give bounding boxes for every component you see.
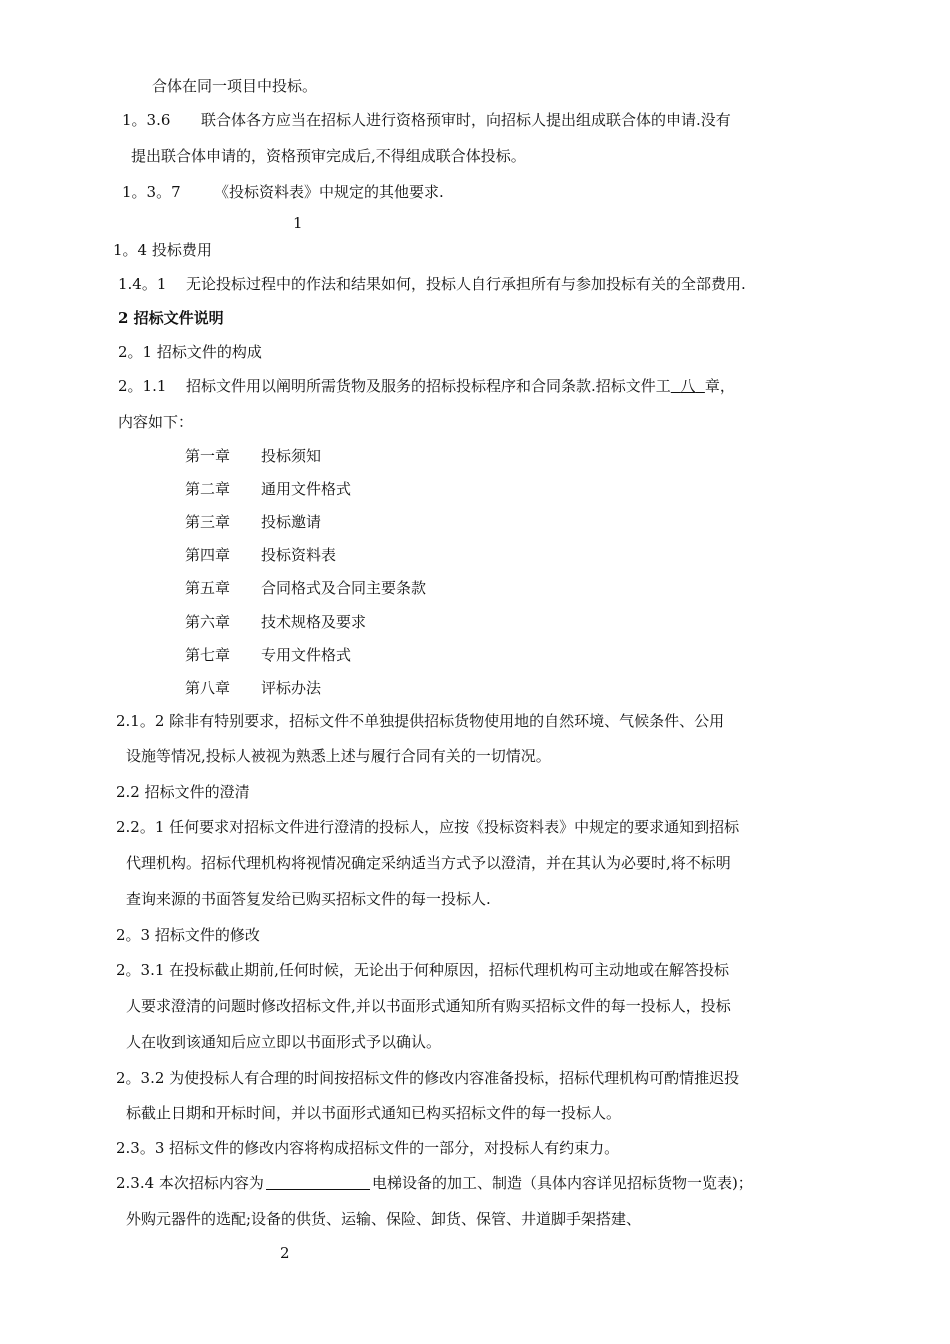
paragraph-line: 2.2。1 任何要求对招标文件进行澄清的投标人，应按《投标资料表》中规定的要求通知到招标 xyxy=(116,818,740,836)
clause-1-4-1 xyxy=(118,274,746,294)
paragraph-line: 人在收到该通知后应立即以书面形式予以确认。 xyxy=(126,1033,442,1051)
chapter-number: 第八章 xyxy=(185,679,231,697)
paragraph-line: 提出联合体申请的，资格预审完成后,不得组成联合体投标。 xyxy=(131,147,526,165)
paragraph-line: 人要求澄清的问题时修改招标文件,并以书面形式通知所有购买招标文件的每一投标人，投标 xyxy=(126,997,731,1015)
section-heading: 2。3 招标文件的修改 xyxy=(116,926,260,944)
clause-text xyxy=(186,376,735,396)
chapter-number: 第六章 xyxy=(185,613,231,631)
page-number: 2 xyxy=(280,1244,290,1262)
clause-1-3-7 xyxy=(122,182,444,202)
fill-in-blank xyxy=(266,1173,370,1190)
paragraph-line: 外购元器件的选配;设备的供货、运输、保险、卸货、保管、井道脚手架搭建、 xyxy=(126,1210,642,1228)
chapter-count xyxy=(671,377,705,395)
chapter-number: 第二章 xyxy=(185,480,231,498)
chapter-count-value: 八 xyxy=(680,377,696,395)
clause-text-part: 电梯设备的加工、制造（具体内容详见招标货物一览表)； xyxy=(371,1174,753,1192)
paragraph-line: 2.3。3 招标文件的修改内容将构成招标文件的一部分，对投标人有约束力。 xyxy=(116,1139,620,1157)
paragraph-line: 内容如下： xyxy=(118,413,194,431)
paragraph-line: 合体在同一项目中投标。 xyxy=(152,77,318,95)
chapter-title: 投标须知 xyxy=(261,447,322,465)
clause-text: 联合体各方应当在招标人进行资格预审时，向招标人提出组成联合体的申请.没有 xyxy=(201,111,731,129)
clause-text-part: 2.3.4 本次招标内容为 xyxy=(116,1174,264,1192)
clause-2-3-4 xyxy=(116,1173,753,1193)
clause-text: 《投标资料表》中规定的其他要求. xyxy=(214,183,444,201)
clause-number: 2。1.1 xyxy=(118,377,167,395)
chapter-title: 投标邀请 xyxy=(261,513,322,531)
chapter-number: 第五章 xyxy=(185,579,231,597)
paragraph-line: 代理机构。招标代理机构将视情况确定采纳适当方式予以澄清，并在其认为必要时,将不标明 xyxy=(126,854,731,872)
clause-1-3-6 xyxy=(122,110,731,130)
chapter-title: 技术规格及要求 xyxy=(261,613,367,631)
clause-number: 1。3.6 xyxy=(122,111,171,129)
section-heading: 2.2 招标文件的澄清 xyxy=(116,783,250,801)
paragraph-line: 查询来源的书面答复发给已购买招标文件的每一投标人. xyxy=(126,890,491,908)
chapter-title: 合同格式及合同主要条款 xyxy=(261,579,427,597)
clause-text-part: 章， xyxy=(704,377,735,395)
clause-text-part: 招标文件用以阐明所需货物及服务的招标投标程序和合同条款.招标文件工 xyxy=(186,377,671,395)
chapter-title: 投标资料表 xyxy=(261,546,337,564)
chapter-title: 通用文件格式 xyxy=(261,480,352,498)
clause-2-1-1 xyxy=(118,376,735,396)
section-heading: 2。1 招标文件的构成 xyxy=(118,343,262,361)
clause-number: 1。3。7 xyxy=(122,183,181,201)
chapter-title: 评标办法 xyxy=(261,679,322,697)
paragraph-line: 2。3.2 为使投标人有合理的时间按招标文件的修改内容准备投标，招标代理机构可酌情推迟投 xyxy=(116,1069,740,1087)
clause-number: 1.4。1 xyxy=(118,275,167,293)
paragraph-line: 2。3.1 在投标截止期前,任何时候，无论出于何种原因，招标代理机构可主动地或在解答投标 xyxy=(116,961,729,979)
paragraph-line: 设施等情况,投标人被视为熟悉上述与履行合同有关的一切情况。 xyxy=(126,747,551,765)
chapter-number: 第一章 xyxy=(185,447,231,465)
page-number: 1 xyxy=(293,214,303,232)
paragraph-line: 标截止日期和开标时间，并以书面形式通知已构买招标文件的每一投标人。 xyxy=(126,1104,622,1122)
chapter-number: 第三章 xyxy=(185,513,231,531)
section-heading: 1。4 投标费用 xyxy=(113,241,212,259)
clause-text: 无论投标过程中的作法和结果如何，投标人自行承担所有与参加投标有关的全部费用. xyxy=(186,275,746,293)
chapter-heading: 2 招标文件说明 xyxy=(118,309,224,327)
chapter-number: 第四章 xyxy=(185,546,231,564)
chapter-title: 专用文件格式 xyxy=(261,646,352,664)
chapter-number: 第七章 xyxy=(185,646,231,664)
paragraph-line: 2.1。2 除非有特别要求，招标文件不单独提供招标货物使用地的自然环境、气候条件、公用 xyxy=(116,712,725,730)
